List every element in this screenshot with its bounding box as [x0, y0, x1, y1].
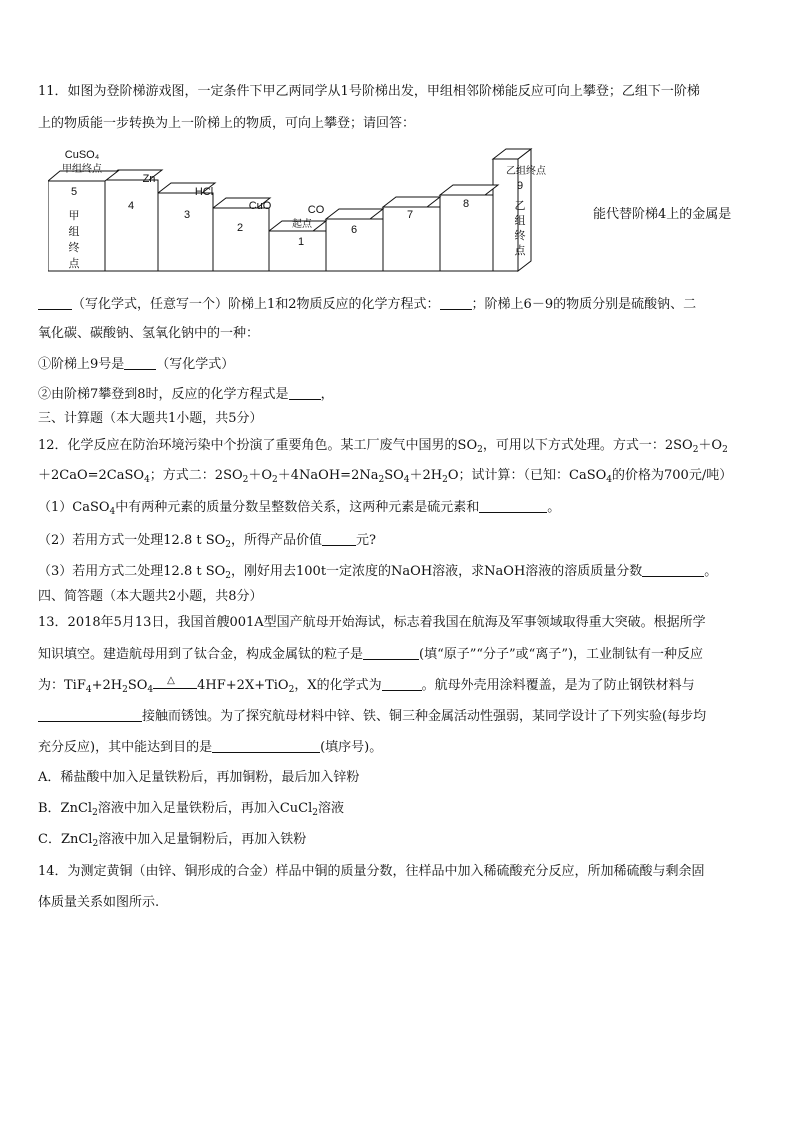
answer-blank[interactable]	[289, 385, 321, 400]
q11-line3: （写化学式，任意写一个）阶梯上1和2物质反应的化学方程式： ；阶梯上6－9的物质分别是硫酸钠、二	[38, 295, 696, 314]
q12-part1: （1）CaSO$_4$中有两种元素的质量分数呈整数倍关系，这两种元素是硫元素和 。	[38, 500, 561, 517]
step6-number: 6	[350, 224, 358, 236]
step2-number: 2	[236, 222, 244, 234]
q13-line5: 充分反应)，其中能达到目的是 (填序号)。	[38, 740, 383, 755]
answer-blank[interactable]	[212, 738, 320, 753]
q12-line1: 12．化学反应在防治环境污染中个扮演了重要角色。某工厂废气中国男的$SO_2$，可用以下方式处理。方式一：$2SO_2+O_2$	[38, 438, 728, 455]
step5-top-label: CuSO₄	[64, 149, 100, 161]
step3-label: HCl	[194, 186, 214, 198]
q13-option-a: A．稀盐酸中加入足量铁粉后，再加铜粉，最后加入锌粉	[38, 770, 360, 785]
step5-number: 5	[70, 186, 78, 198]
q11-sub2: ②由阶梯7攀登到8时，反应的化学方程式是 ，	[38, 387, 334, 402]
step9-vert-2: 组	[514, 215, 526, 227]
step5-vert-1: 甲	[68, 210, 80, 222]
step9-vert-4: 点	[514, 245, 526, 257]
answer-blank[interactable]	[642, 562, 704, 577]
q12-line2: ＋2CaO=2CaSO$_4$；方式二：$2SO_2+O_2+4NaOH=2Na_2SO_4+2H_2O$；试计算：（已知：CaSO$_4$的价格为700元/吨）	[38, 468, 733, 485]
triangle-icon: △	[167, 675, 175, 686]
q13-option-c: C．ZnCl$_2$溶液中加入足量铜粉后，再加入铁粉	[38, 832, 307, 849]
q11-sub1: ①阶梯上9号是 （写化学式）	[38, 357, 235, 372]
q12-part3: （3）若用方式二处理12.8 t $SO_2$，刚好用去100t一定浓度的NaOH溶液，求NaOH溶液的溶质质量分数 。	[38, 564, 718, 581]
section3-heading: 三、计算题（本大题共1小题，共5分）	[38, 411, 263, 426]
q13-line1: 13．2018年5月13日，我国首艘001A型国产航母开始海试，标志着我国在航海及军事领域取得重大突破。根据所学	[38, 615, 706, 630]
section4-heading: 四、简答题（本大题共2小题，共8分）	[38, 589, 263, 604]
step7-number: 7	[406, 209, 414, 221]
answer-blank[interactable]	[479, 498, 547, 513]
q11-line2: 上的物质能一步转换为上一阶梯上的物质，可向上攀登；请回答：	[38, 116, 416, 131]
step5-vert-2: 组	[68, 226, 80, 238]
step5-group-label: 甲组终点	[62, 164, 102, 175]
q14-line1: 14．为测定黄铜（由锌、铜形成的合金）样品中铜的质量分数，往样品中加入稀硫酸充分反应，所加稀硫酸与剩余固	[38, 864, 705, 879]
step1-label: CO	[307, 204, 325, 216]
answer-blank[interactable]	[38, 707, 142, 722]
step9-vert-1: 乙	[514, 200, 526, 212]
answer-blank[interactable]	[322, 531, 356, 546]
q13-line3: 为：$TiF_4+2H_2SO_4$ △ 4HF+2X+TiO$_2$，X的化学式为 。航母外壳用涂料覆盖，是为了防止钢铁材料与	[38, 676, 695, 699]
step2-label: CuO	[248, 200, 272, 212]
step5-vert-4: 点	[68, 258, 80, 270]
q11-side-prompt: 能代替阶梯4上的金属是	[593, 207, 732, 222]
q12-part2: （2）若用方式一处理12.8 t $SO_2$，所得产品价值 元?	[38, 533, 377, 550]
step5-vert-3: 终	[68, 242, 80, 254]
step3-number: 3	[183, 209, 191, 221]
step9-group-label: 乙组终点	[506, 166, 546, 177]
answer-blank[interactable]	[38, 295, 72, 310]
step9-number: 9	[516, 180, 524, 192]
q14-line2: 体质量关系如图所示.	[38, 895, 160, 910]
answer-blank[interactable]	[363, 645, 419, 660]
q11-line1: 11．如图为登阶梯游戏图，一定条件下甲乙两同学从1号阶梯出发，甲组相邻阶梯能反应可向上攀登；乙组下一阶梯	[38, 84, 700, 99]
heating-condition	[153, 675, 197, 689]
step4-number: 4	[127, 200, 135, 212]
step8-number: 8	[462, 198, 470, 210]
q13-line2: 知识填空。建造航母用到了钛合金，构成金属钛的粒子是 (填“原子”“分子”或“离子”)，工业制钛有一种反应	[38, 647, 704, 662]
answer-blank[interactable]	[124, 355, 156, 370]
q13-line4: 接触而锈蚀。为了探究航母材料中锌、铁、铜三种金属活动性强弱，某同学设计了下列实验(每步均	[38, 707, 706, 726]
stair-diagram	[48, 143, 588, 275]
q11-line4: 氧化碳、碳酸钠、氢氧化钠中的一种：	[38, 326, 260, 341]
q13-option-b: B．ZnCl$_2$溶液中加入足量铁粉后，再加入CuCl$_2$溶液	[38, 801, 344, 818]
step1-start-label: 起点	[292, 219, 312, 230]
answer-blank[interactable]	[382, 676, 422, 691]
answer-blank[interactable]	[440, 295, 472, 310]
step4-label: Zn	[142, 173, 156, 185]
step1-number: 1	[297, 236, 305, 248]
step9-vert-3: 终	[514, 230, 526, 242]
